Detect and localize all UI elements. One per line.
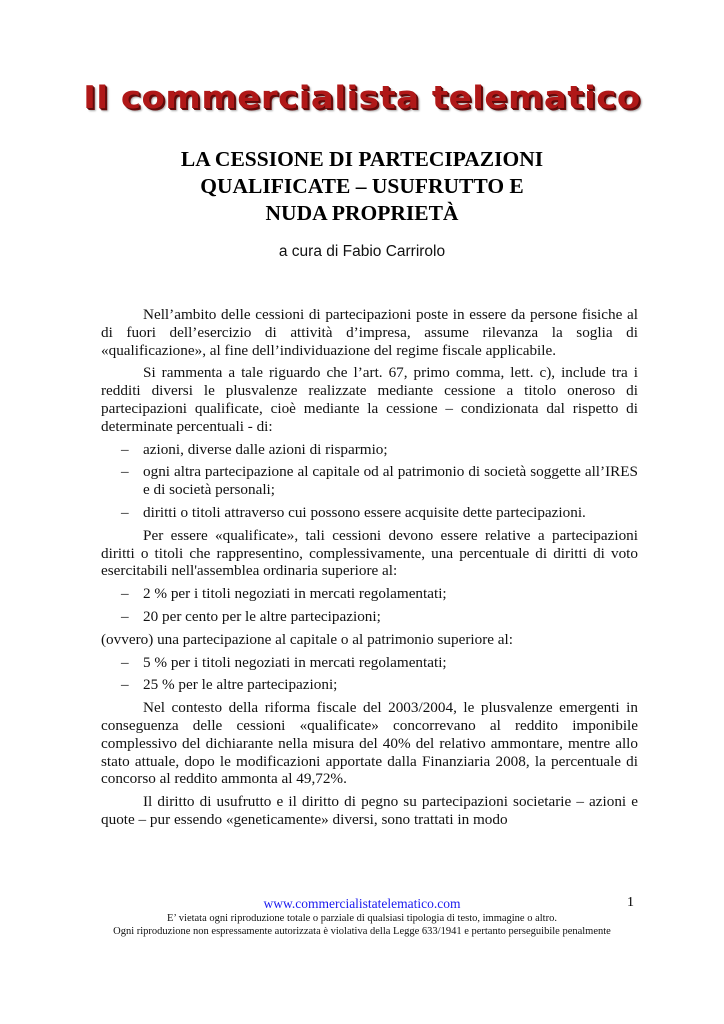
dash-marker: – bbox=[121, 463, 129, 481]
dash-marker: – bbox=[121, 607, 129, 625]
document-body bbox=[101, 306, 638, 834]
title-line-1: LA CESSIONE DI PARTECIPAZIONI bbox=[180, 147, 544, 171]
paragraph-2: Si rammenta a tale riguardo che l’art. 67, primo comma, lett. c), include tra i redditi diversi le plusvalenze realizzate mediante cessione a titolo oneroso di partecipazioni qualificate, cioè mediante la cessione – condizionata dal rispetto di determinate percentuali - di: bbox=[101, 364, 638, 435]
paragraph-1: Nell’ambito delle cessioni di partecipazioni poste in essere da persone fisiche al di fuori dell’esercizio di attività d’impresa, assume rilevanza la soglia di «qualificazione», al fine dell’individuazione del regime fiscale applicabile. bbox=[101, 306, 638, 359]
footer-website-link[interactable]: www.commercialistatelematico.com bbox=[263, 896, 461, 911]
title-line-2: QUALIFICATE – USUFRUTTO E bbox=[200, 174, 524, 198]
list-item: – 25 % per le altre partecipazioni; bbox=[121, 676, 338, 694]
list-item: – azioni, diverse dalle azioni di risparmio; bbox=[121, 440, 388, 458]
document-title bbox=[0, 146, 724, 227]
dash-marker: – bbox=[121, 585, 129, 603]
author-line: a cura di Fabio Carrirolo bbox=[278, 243, 446, 260]
list-item: – ogni altra partecipazione al capitale od al patrimonio di società soggette all’IRES e di società personali; bbox=[121, 463, 638, 499]
dash-marker: – bbox=[121, 440, 129, 458]
list-capitale bbox=[101, 654, 638, 695]
paragraph-3: Per essere «qualificate», tali cessioni devono essere relative a partecipazioni diritti o titoli che rappresentino, complessivamente, una percentuale di diritti di voto esercitabili nell'assemblea ordinaria superiore al: bbox=[101, 526, 638, 580]
list-item: – 20 per cento per le altre partecipazioni; bbox=[121, 607, 381, 625]
paragraph-6: Il diritto di usufrutto e il diritto di pegno su partecipazioni societarie – azioni e quote – pur essendo «geneticamente» diversi, sono trattati in modo bbox=[101, 793, 638, 828]
paragraph-4: (ovvero) una partecipazione al capitale o al patrimonio superiore al: bbox=[101, 630, 513, 648]
paragraph-5: Nel contesto della riforma fiscale del 2003/2004, le plusvalenze emergenti in conseguenza delle cessioni «qualificate» concorrevano al reddito imponibile complessivo del dichiarante nella misura del 40% del relativo ammontare, mentre allo stato attuale, dopo le modificazioni apportate dalla Finanziaria 2008, la percentuale di concorso al reddito ammonta al 49,72%. bbox=[101, 699, 638, 788]
dash-marker: – bbox=[121, 676, 129, 694]
footer-legal-note: Ogni riproduzione non espressamente autorizzata è violativa della Legge 633/1941 e pertanto perseguibile penalmente bbox=[113, 926, 611, 937]
page-number: 1 bbox=[627, 895, 634, 910]
list-item: – 2 % per i titoli negoziati in mercati regolamentati; bbox=[121, 585, 447, 603]
list-item: – 5 % per i titoli negoziati in mercati regolamentati; bbox=[121, 653, 447, 671]
title-line-3: NUDA PROPRIETÀ bbox=[265, 201, 459, 225]
list-item: – diritti o titoli attraverso cui possono essere acquisite dette partecipazioni. bbox=[121, 503, 586, 521]
dash-marker: – bbox=[121, 653, 129, 671]
footer-copyright-note: E’ vietata ogni riproduzione totale o parziale di qualsiasi tipologia di testo, immagine o altro. bbox=[167, 913, 557, 924]
list-diritti-voto bbox=[101, 585, 638, 626]
list-partecipazioni bbox=[101, 441, 638, 522]
dash-marker: – bbox=[121, 503, 129, 521]
site-logo: Il commercialista telematico bbox=[83, 79, 641, 117]
